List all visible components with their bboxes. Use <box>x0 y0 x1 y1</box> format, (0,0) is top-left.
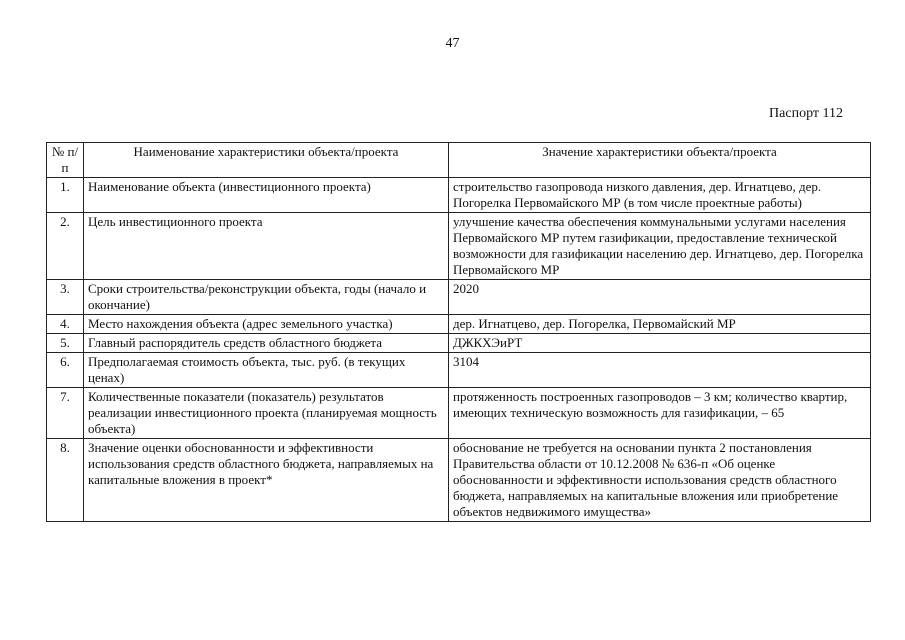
table-row <box>47 334 871 353</box>
row-number: 2. <box>47 213 84 280</box>
row-value: 3104 <box>449 353 871 388</box>
row-number: 7. <box>47 388 84 439</box>
table-row <box>47 315 871 334</box>
row-name: Место нахождения объекта (адрес земельного участка) <box>84 315 449 334</box>
row-value: ДЖКХЭиРТ <box>449 334 871 353</box>
row-value: дер. Игнатцево, дер. Погорелка, Первомайский МР <box>449 315 871 334</box>
table-row <box>47 213 871 280</box>
row-number: 3. <box>47 280 84 315</box>
row-number: 6. <box>47 353 84 388</box>
table-row <box>47 353 871 388</box>
table-row <box>47 178 871 213</box>
row-name: Цель инвестиционного проекта <box>84 213 449 280</box>
row-value: 2020 <box>449 280 871 315</box>
row-value: улучшение качества обеспечения коммунальными услугами населения Первомайского МР путем газификации, предоставление технической возможности для газификации населению дер. Игнатцево, дер. Погорелка Первомайского МР <box>449 213 871 280</box>
header-num: № п/п <box>47 143 84 178</box>
row-number: 5. <box>47 334 84 353</box>
table-header-row <box>47 143 871 178</box>
row-value: протяженность построенных газопроводов – 3 км; количество квартир, имеющих техническую возможность для газификации, – 65 <box>449 388 871 439</box>
table-row <box>47 388 871 439</box>
row-value: строительство газопровода низкого давления, дер. Игнатцево, дер. Погорелка Первомайского МР (в том числе проектные работы) <box>449 178 871 213</box>
header-name: Наименование характеристики объекта/проекта <box>84 143 449 178</box>
row-name: Сроки строительства/реконструкции объекта, годы (начало и окончание) <box>84 280 449 315</box>
row-name: Предполагаемая стоимость объекта, тыс. руб. (в текущих ценах) <box>84 353 449 388</box>
row-name: Количественные показатели (показатель) результатов реализации инвестиционного проекта (планируемая мощность объекта) <box>84 388 449 439</box>
row-number: 1. <box>47 178 84 213</box>
table-row <box>47 280 871 315</box>
row-number: 8. <box>47 439 84 522</box>
row-name: Главный распорядитель средств областного бюджета <box>84 334 449 353</box>
table-row <box>47 439 871 522</box>
row-number: 4. <box>47 315 84 334</box>
row-value: обоснование не требуется на основании пункта 2 постановления Правительства области от 10.12.2008 № 636-п «Об оценке обоснованности и эффективности использования средств областного бюджета, направляемых на капитальные вложения или приобретение объектов недвижимого имущества» <box>449 439 871 522</box>
row-name: Наименование объекта (инвестиционного проекта) <box>84 178 449 213</box>
passport-label: Паспорт 112 <box>769 106 843 121</box>
passport-table <box>46 142 871 522</box>
page-number: 47 <box>445 36 460 51</box>
header-value: Значение характеристики объекта/проекта <box>449 143 871 178</box>
row-name: Значение оценки обоснованности и эффективности использования средств областного бюджета, направляемых на капитальные вложения в проект* <box>84 439 449 522</box>
